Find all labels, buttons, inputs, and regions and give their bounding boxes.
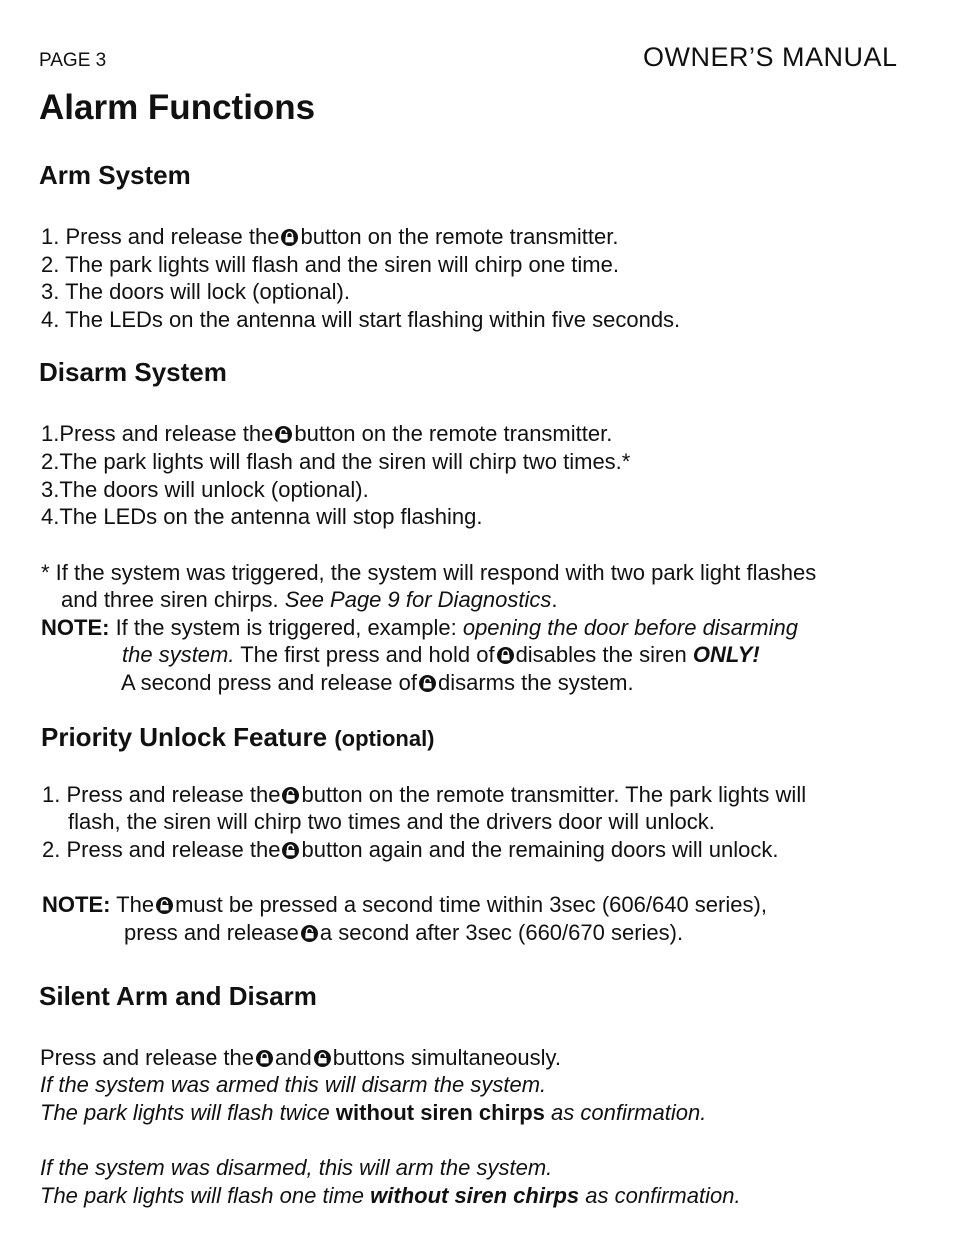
- silent-line-5: The park lights will flash one time without siren chirps as confirmation.: [40, 1183, 741, 1208]
- disarm-note-line-3: A second press and release of disarms the system.: [121, 670, 634, 695]
- disarm-system-heading: Disarm System: [39, 357, 227, 387]
- silent-line-3: The park lights will flash twice without siren chirps as confirmation.: [40, 1100, 707, 1125]
- silent-line-1: Press and release the and buttons simultaneously.: [40, 1045, 562, 1070]
- unlock-icon: [282, 842, 299, 859]
- priority-step-2: 2. Press and release the button again and the remaining doors will unlock.: [42, 837, 779, 862]
- disarm-step-3: 3.The doors will unlock (optional).: [41, 477, 369, 502]
- priority-step-1-cont: flash, the siren will chirp two times and the drivers door will unlock.: [68, 809, 715, 834]
- arm-step-3: 3. The doors will lock (optional).: [41, 279, 350, 304]
- unlock-icon: [314, 1050, 331, 1067]
- silent-line-2: If the system was armed this will disarm the system.: [40, 1072, 547, 1097]
- priority-note-line-1: NOTE: The must be pressed a second time within 3sec (606/640 series),: [42, 892, 767, 917]
- note-label: NOTE:: [42, 892, 111, 917]
- disarm-note-line-2: the system. The first press and hold of disables the siren ONLY!: [122, 642, 760, 667]
- disarm-step-2: 2.The park lights will flash and the siren will chirp two times.*: [41, 449, 631, 474]
- note-label: NOTE:: [41, 615, 110, 640]
- unlock-icon: [156, 897, 173, 914]
- priority-note-line-2: press and release a second after 3sec (660/670 series).: [124, 920, 684, 945]
- lock-icon: [281, 229, 298, 246]
- arm-step-2: 2. The park lights will flash and the siren will chirp one time.: [41, 252, 619, 277]
- manual-title: OWNER’S MANUAL: [643, 42, 898, 72]
- arm-step-4: 4. The LEDs on the antenna will start flashing within five seconds.: [41, 307, 681, 332]
- disarm-step-4: 4.The LEDs on the antenna will stop flashing.: [41, 504, 483, 529]
- disarm-footnote-line-2: and three siren chirps. See Page 9 for Diagnostics.: [61, 587, 558, 612]
- arm-step-1: 1. Press and release the button on the remote transmitter.: [41, 224, 619, 249]
- lock-icon: [256, 1050, 273, 1067]
- silent-arm-heading: Silent Arm and Disarm: [39, 981, 317, 1011]
- disarm-note-line-1: NOTE: If the system is triggered, example: opening the door before disarming: [41, 615, 798, 640]
- silent-line-4: If the system was disarmed, this will arm the system.: [40, 1155, 553, 1180]
- lock-icon: [497, 647, 514, 664]
- disarm-footnote-line-1: * If the system was triggered, the system will respond with two park light flashes: [41, 560, 817, 585]
- page-number: PAGE 3: [39, 50, 107, 71]
- unlock-icon: [301, 925, 318, 942]
- unlock-icon: [419, 675, 436, 692]
- priority-unlock-heading: Priority Unlock Feature (optional): [41, 722, 435, 752]
- priority-step-1: 1. Press and release the button on the remote transmitter. The park lights will: [42, 782, 807, 807]
- page-title: Alarm Functions: [39, 88, 316, 127]
- arm-system-heading: Arm System: [39, 160, 191, 190]
- unlock-icon: [275, 426, 292, 443]
- disarm-step-1: 1.Press and release the button on the remote transmitter.: [41, 421, 613, 446]
- unlock-icon: [282, 787, 299, 804]
